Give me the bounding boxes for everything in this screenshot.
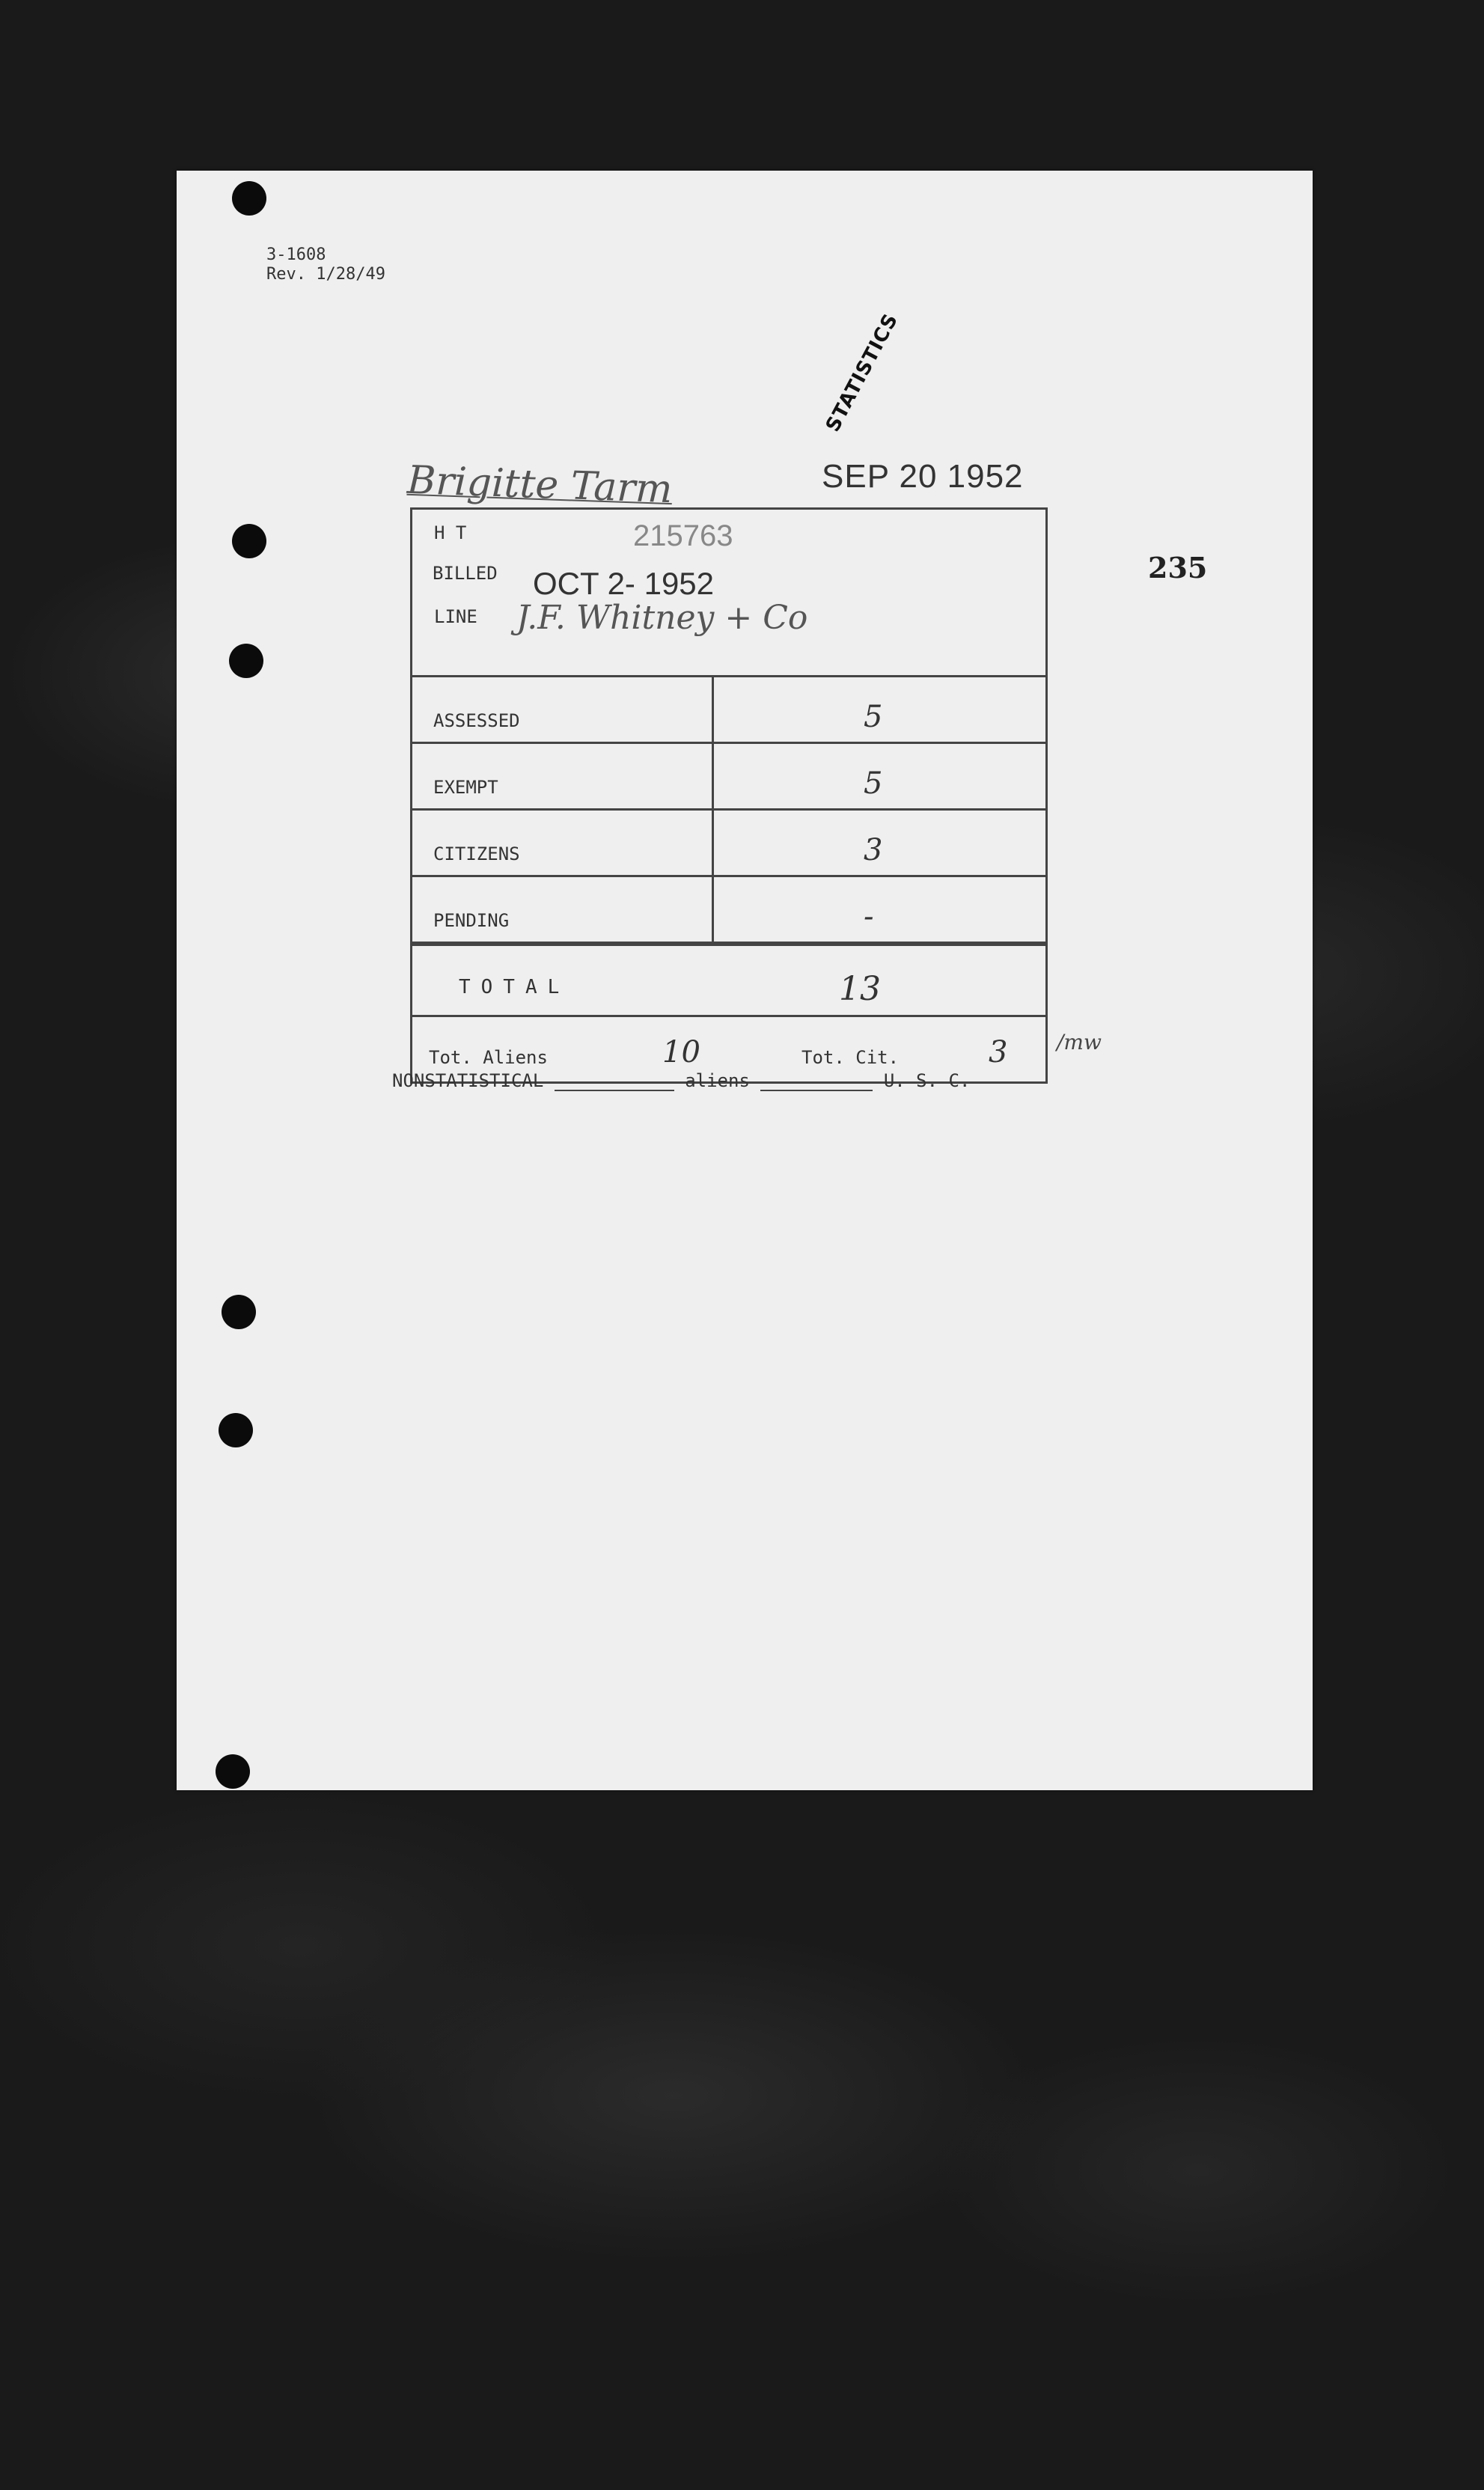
- handwritten-name: Brigitte Tarm: [406, 457, 674, 513]
- row-value: 3: [864, 833, 883, 867]
- citizens-label: Tot. Cit.: [801, 1047, 900, 1068]
- punch-hole: [229, 644, 263, 678]
- count-table: [410, 675, 1048, 1084]
- line-label: LINE: [434, 606, 477, 627]
- aliens-value: 10: [662, 1035, 700, 1069]
- row-value: 5: [864, 700, 883, 734]
- billed-date: OCT 2- 1952: [533, 566, 715, 601]
- total-row: [412, 944, 1045, 1017]
- usc-label: U. S. C.: [883, 1070, 971, 1091]
- citizens-value: 3: [989, 1035, 1008, 1069]
- row-label: PENDING: [433, 910, 510, 931]
- row-label: CITIZENS: [433, 843, 520, 864]
- line-value: J.F. Whitney + Co: [516, 599, 808, 637]
- total-value: 13: [839, 970, 881, 1008]
- row-value: -: [864, 900, 874, 934]
- table-row: [412, 677, 1045, 744]
- form-code: [266, 245, 385, 284]
- statistics-stamp: STATISTICS: [822, 310, 903, 436]
- row-label: ASSESSED: [433, 710, 520, 731]
- table-row: [412, 811, 1045, 877]
- aliens-word: aliens: [685, 1070, 750, 1091]
- punch-hole: [219, 1413, 253, 1447]
- date-stamp: SEP 20 1952: [822, 458, 1024, 495]
- bottom-line: [392, 1070, 970, 1091]
- table-row: [412, 744, 1045, 811]
- form-number: 3-1608: [266, 245, 326, 264]
- total-label: TOTAL: [459, 976, 570, 998]
- row-label: EXEMPT: [433, 777, 498, 798]
- blank-field: [555, 1073, 674, 1091]
- punch-hole: [216, 1754, 250, 1789]
- initials: /mw: [1057, 1030, 1102, 1055]
- aliens-label: Tot. Aliens: [429, 1047, 548, 1068]
- punch-hole: [232, 524, 266, 558]
- punch-hole: [222, 1295, 256, 1329]
- page-number: 235: [1148, 551, 1208, 585]
- nonstatistical-label: NONSTATISTICAL: [392, 1070, 544, 1091]
- ht-number: 215763: [633, 519, 733, 552]
- ht-label: H T: [434, 522, 467, 543]
- form-revision: Rev. 1/28/49: [266, 265, 385, 284]
- billed-label: BILLED: [433, 563, 498, 584]
- blank-field: [760, 1073, 873, 1091]
- punch-hole: [232, 181, 266, 216]
- row-value: 5: [864, 766, 883, 801]
- table-row: [412, 877, 1045, 944]
